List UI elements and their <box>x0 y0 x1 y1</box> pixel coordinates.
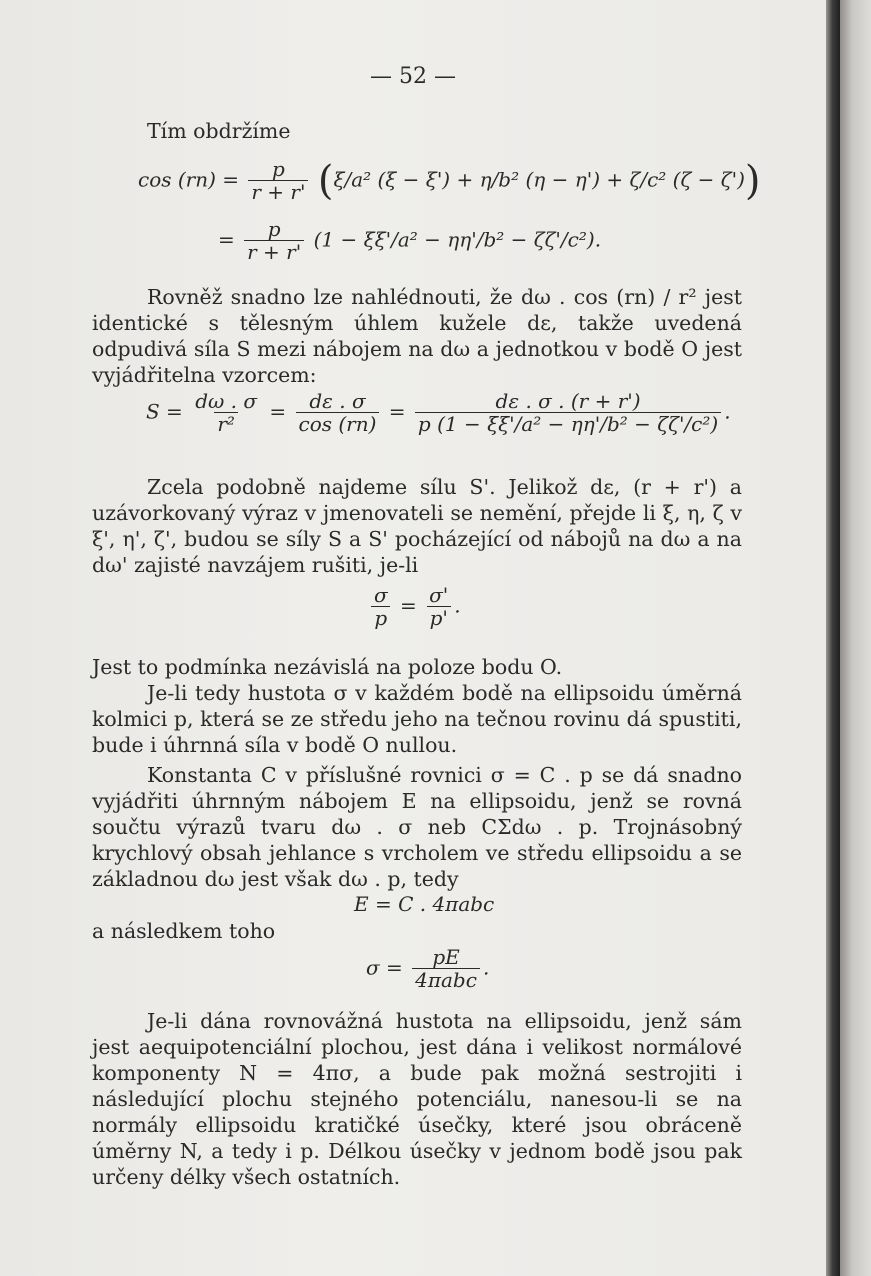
page-number: — 52 — <box>370 64 456 89</box>
formula-S-eq3: = <box>388 399 406 424</box>
formula-sigma-frac2 <box>426 584 451 630</box>
formula-S <box>146 390 731 436</box>
formula-S-frac1 <box>192 390 260 436</box>
formula-S-end: . <box>724 399 731 424</box>
formula-cos-line1: cos (rn) = $\frac{p}{r + r'}$ (ξ/a² (ξ − ξ') + η/b² (η − η') + ζ/c² (ζ − ζ')) <box>138 157 761 204</box>
formula-cos-frac1 <box>248 158 308 204</box>
paragraph-7: Je-li dána rovnovážná hustota na ellipsoidu, jenž sám jest aequipotenciální plochou, jest dána i velikost normálové komponenty N = 4πσ, a bude pak možná sestrojiti i následující plochu stejného potenciálu, nanesou-li se na normály ellipsoidu kratičké úsečky, které jsou obráceně úměrny N, a tedy i p. Délkou úsečky v jednom bodě jsou pak určeny délky všech ostatních. <box>92 1009 742 1189</box>
page-edge <box>840 0 871 1276</box>
formula-sigma2-lhs: σ = <box>366 955 403 980</box>
formula-sigma2-den: 4πabc <box>412 968 480 992</box>
formula-sigma <box>368 584 461 630</box>
formula-cos-frac2-num: p <box>267 217 281 241</box>
formula-cos-frac2 <box>244 218 304 264</box>
formula-S-frac3 <box>415 390 721 436</box>
paragraph-4: Je-li tedy hustota σ v každém bodě na ellipsoidu úměrná kolmici p, která se ze středu jeho na tečnou rovinu dá spustiti, bude i úhrnná síla v bodě O nullou. <box>92 681 742 757</box>
formula-sigma-frac2-num: σ' <box>429 583 449 607</box>
formula-S-frac3-num: dε . σ . (r + r') <box>495 389 641 413</box>
formula-S-frac3-den: p (1 − ξξ'/a² − ηη'/b² − ζζ'/c²) <box>415 412 721 436</box>
formula-cos-line2-prefix: = <box>218 227 235 252</box>
formula-sigma-end: . <box>454 593 461 618</box>
formula-sigma-frac1-den: p <box>371 606 390 630</box>
formula-cos-frac2-den: r + r' <box>244 240 304 264</box>
formula-cos-lhs: cos (rn) = <box>138 167 240 192</box>
formula-S-lhs: S = <box>146 399 183 424</box>
paragraph-1: Rovněž snadno lze nahlédnouti, že dω . cos (rn) / r² jest identické s tělesným úhlem kužele dε, takže uvedená odpudivá síla S mezi nábojem na dω a jednotkou v bodě O jest vyjádřitelna vzorcem: <box>92 285 742 387</box>
formula-sigma-frac1-num: σ <box>374 583 388 607</box>
formula-sigma2 <box>366 946 489 992</box>
formula-cos-line1-body: ξ/a² (ξ − ξ') + η/b² (η − η') + ζ/c² (ζ − ζ') <box>333 167 745 192</box>
formula-cos-frac1-den: r + r' <box>248 180 308 204</box>
paragraph-6: a následkem toho <box>92 919 276 943</box>
formula-cos-line2-body: (1 − ξξ'/a² − ηη'/b² − ζζ'/c²). <box>313 227 602 252</box>
formula-S-frac1-den: r² <box>214 412 238 436</box>
formula-sigma2-end: . <box>482 955 490 980</box>
formula-S-frac2-den: cos (rn) <box>296 412 380 436</box>
formula-sigma2-frac <box>412 946 480 992</box>
paragraph-5: Konstanta C v příslušné rovnici σ = C . p se dá snadno vyjádřiti úhrnným nábojem E na ellipsoidu, jenž se rovná součtu výrazů tvaru dω . σ neb CΣdω . p. Trojnásobný krychlový obsah jehlance s vrcholem ve středu ellipsoidu a se základnou dω jest však dω . p, tedy <box>92 763 742 891</box>
formula-cos-frac1-num: p <box>272 157 285 181</box>
paragraph-3: Jest to podmínka nezávislá na poloze bodu O. <box>92 655 563 679</box>
paragraph-2: Zcela podobně najdeme sílu S'. Jelikož dε, (r + r') a uzávorkovaný výraz v jmenovateli se nemění, přejde li ξ, η, ζ v ξ', η', ζ', budou se síly S a S' pocházející od nábojů na dω a na dω' zajisté navzájem rušiti, je-li <box>92 475 742 577</box>
formula-sigma-frac2-den: p' <box>427 606 451 630</box>
formula-sigma-eq: = <box>400 593 417 618</box>
intro-text: Tím obdržíme <box>147 119 291 143</box>
formula-S-eq2: = <box>269 399 287 424</box>
formula-cos-line2 <box>218 218 601 264</box>
book-spine-shadow <box>826 0 840 1276</box>
formula-sigma-frac1 <box>371 584 391 630</box>
formula-S-frac2-num: dε . σ <box>309 389 366 413</box>
formula-S-frac1-num: dω . σ <box>195 389 258 413</box>
formula-E: E = C . 4πabc <box>354 892 495 916</box>
formula-S-frac2 <box>296 390 380 436</box>
formula-sigma2-num: pE <box>432 945 460 969</box>
